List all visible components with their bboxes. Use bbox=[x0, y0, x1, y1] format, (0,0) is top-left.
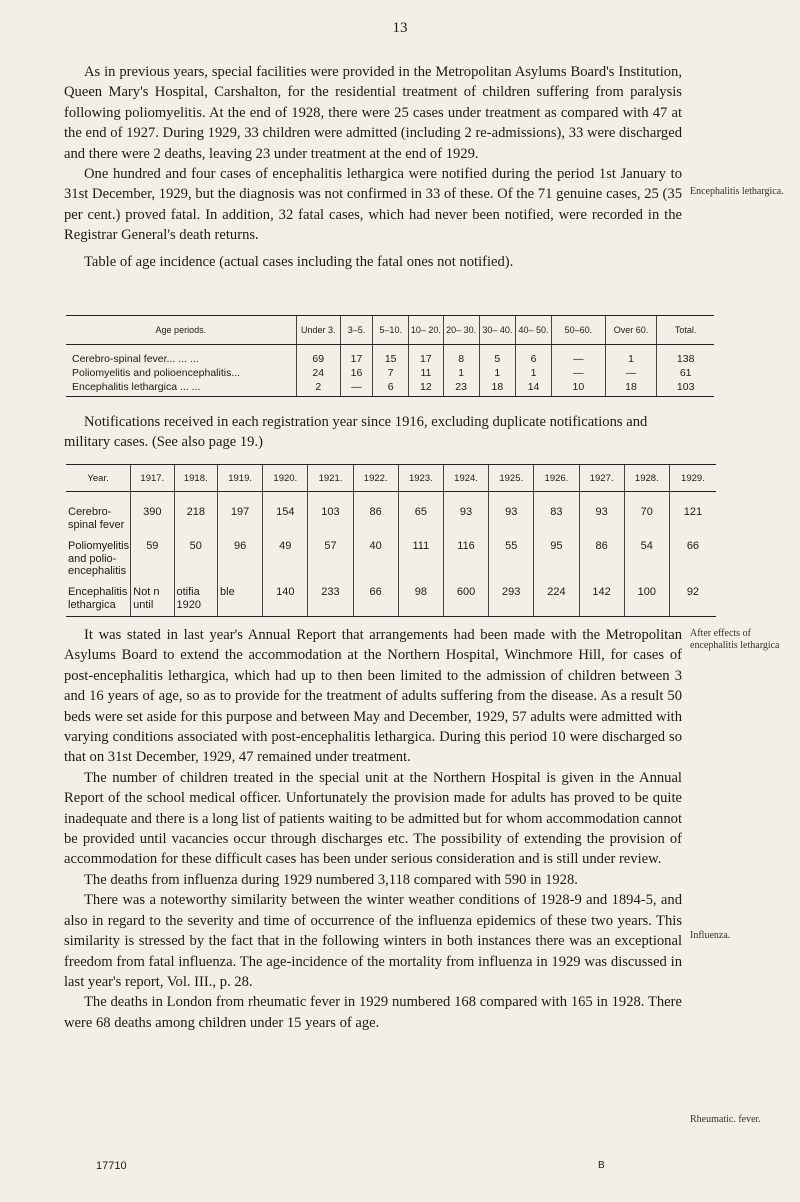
table2-cell: 55 bbox=[489, 538, 534, 584]
paragraph-poliomyelitis: As in previous years, special facilities were provided in the Metropolitan Asylums Board's Institution, Queen Mary's Hospital, Carshalton, for the residential treatment of children suffering from paralysis following poliomyelitis. At the end of 1928, there were 25 cases under treatment as compared with 47 at the end of 1927. During 1929, 33 children were admitted (including 2 re-admissions), 33 were discharged and there were 2 deaths, leaving 23 under treatment at the end of 1929. bbox=[64, 64, 682, 162]
table1-header: Age periods. bbox=[66, 316, 296, 345]
table2-cell: 197 bbox=[218, 492, 263, 539]
table2-cell: 86 bbox=[579, 538, 624, 584]
table2-cell: 66 bbox=[353, 584, 398, 617]
table1-cell: 17 bbox=[409, 345, 443, 367]
table2-row bbox=[66, 538, 716, 584]
table2-cell: otifia 1920 bbox=[174, 584, 218, 617]
table1-header: 5–10. bbox=[373, 316, 409, 345]
table1-cell: — bbox=[552, 345, 605, 367]
table1-header: 30– 40. bbox=[479, 316, 515, 345]
age-incidence-table bbox=[66, 315, 714, 397]
table2-cell: 100 bbox=[624, 584, 669, 617]
table2-cell: 59 bbox=[131, 538, 174, 584]
table2-header: Year. bbox=[66, 465, 131, 492]
table2-header: 1929. bbox=[669, 465, 716, 492]
table2-header: 1919. bbox=[218, 465, 263, 492]
table2-cell: 98 bbox=[398, 584, 443, 617]
table2-header: 1924. bbox=[443, 465, 488, 492]
table2-cell: 96 bbox=[218, 538, 263, 584]
row-label: Encephalitis lethargica bbox=[66, 584, 131, 617]
margin-note-rheumatic: Rheumatic. fever. bbox=[690, 1114, 761, 1125]
table2-cell: 600 bbox=[443, 584, 488, 617]
table1-cell: 6 bbox=[373, 380, 409, 397]
table1-cell: 18 bbox=[605, 380, 657, 397]
paragraph-northern-hospital: The number of children treated in the special unit at the Northern Hospital is given in the Annual Report of the school medical officer. Unfortunately the provision made for adults has proved to be quite inadequate and there is a long list of patients waiting to be admitted but for whom accommodation cannot be provided until vacancies occur through discharges etc. The possibility of extending the provision of accommodation for these difficult cases has been under serious consideration and is still under review. bbox=[64, 769, 682, 868]
table1-cell: 23 bbox=[443, 380, 479, 397]
table2-cell: 111 bbox=[398, 538, 443, 584]
margin-note-after-effects: After effects of encephalitis lethargica bbox=[690, 628, 780, 651]
table1-row bbox=[66, 380, 714, 397]
table1-row bbox=[66, 366, 714, 380]
table2-cell: 390 bbox=[131, 492, 174, 539]
paragraph-encephalitis: One hundred and four cases of encephalitis lethargica were notified during the period 1st January to 31st December, 1929, but the diagnosis was not confirmed in 33 of these. Of the 71 genuine cases, 25 (35 per cent.) proved fatal. In addition, 32 fatal cases, which had never been notified, were recorded in the Registrar General's death returns. bbox=[64, 166, 682, 244]
table1-header: Over 60. bbox=[605, 316, 657, 345]
table1-header-row bbox=[66, 316, 714, 345]
table1-cell: 103 bbox=[657, 380, 714, 397]
row-label: Encephalitis lethargica ... ... bbox=[66, 380, 296, 397]
intro-section bbox=[64, 62, 682, 272]
table1-cell: 18 bbox=[479, 380, 515, 397]
row-label: Cerebro-spinal fever bbox=[68, 506, 125, 531]
table1-header: 20– 30. bbox=[443, 316, 479, 345]
table2-header: 1927. bbox=[579, 465, 624, 492]
row-label: Poliomyelitis and polioencephalitis... bbox=[72, 367, 241, 379]
table1-caption: Table of age incidence (actual cases including the fatal ones not notified). bbox=[84, 253, 514, 270]
table2-cell: 83 bbox=[534, 492, 579, 539]
table2-cell: 154 bbox=[263, 492, 308, 539]
table1-cell: 12 bbox=[409, 380, 443, 397]
table1-header: Under 3. bbox=[296, 316, 340, 345]
table2-header: 1921. bbox=[308, 465, 353, 492]
row-label: Cerebro-spinal fever... ... ... bbox=[72, 353, 199, 365]
table1-cell: 2 bbox=[296, 380, 340, 397]
table2-cell: 93 bbox=[579, 492, 624, 539]
table2-header: 1920. bbox=[263, 465, 308, 492]
table2-header-row bbox=[66, 465, 716, 492]
table1-cell: 17 bbox=[340, 345, 372, 367]
table2-cell: 224 bbox=[534, 584, 579, 617]
table2-caption: Notifications received in each registration year since 1916, excluding duplicate notifications and military cases. (See also page 19.) bbox=[64, 414, 648, 451]
table2-cell: 93 bbox=[489, 492, 534, 539]
paragraph-after-effects: It was stated in last year's Annual Report that arrangements had been made with the Metropolitan Asylums Board to extend the accommodation at the Northern Hospital, Winchmore Hill, for cases of post-encephalitis lethargica, which had up to then been limited to the admission of children between 3 and 16 years of age, so as to provide for the treatment of adults suffering from the disease. As a result 50 beds were set aside for this purpose and between May and December, 1929, 57 adults were admitted with varying conditions associated with post-encephalitis lethargica. During this period 10 were discharged so that on 31st December, 1929, 47 remained under treatment. bbox=[64, 627, 682, 766]
table2-cell: 57 bbox=[308, 538, 353, 584]
table1-header: 10– 20. bbox=[409, 316, 443, 345]
table2-cell: 121 bbox=[669, 492, 716, 539]
table2-header: 1923. bbox=[398, 465, 443, 492]
table2-cell: Not n until bbox=[131, 584, 174, 617]
table1-cell: 1 bbox=[443, 366, 479, 380]
table1-header: 40– 50. bbox=[515, 316, 551, 345]
table2-cell: 49 bbox=[263, 538, 308, 584]
table2-row bbox=[66, 492, 716, 539]
notifications-table bbox=[66, 464, 716, 617]
table2-cell: 116 bbox=[443, 538, 488, 584]
table2-cell: 142 bbox=[579, 584, 624, 617]
table1-cell: 1 bbox=[479, 366, 515, 380]
table1-cell: 6 bbox=[515, 345, 551, 367]
table2-row bbox=[66, 584, 716, 617]
table2-cell: 218 bbox=[174, 492, 218, 539]
table2-cell: 65 bbox=[398, 492, 443, 539]
table1-cell: 24 bbox=[296, 366, 340, 380]
table1-cell: 1 bbox=[605, 345, 657, 367]
table1-cell: 1 bbox=[515, 366, 551, 380]
table2-cell: 40 bbox=[353, 538, 398, 584]
table2-cell: 293 bbox=[489, 584, 534, 617]
table2-cell: 140 bbox=[263, 584, 308, 617]
table2-header: 1928. bbox=[624, 465, 669, 492]
footer-print-number: 17710 bbox=[96, 1160, 127, 1172]
margin-note-encephalitis: Encephalitis lethargica. bbox=[690, 186, 784, 197]
table1-cell: — bbox=[340, 380, 372, 397]
table1-header: 3–5. bbox=[340, 316, 372, 345]
table2-header: 1922. bbox=[353, 465, 398, 492]
table1-cell: 138 bbox=[657, 345, 714, 367]
table1-header: 50–60. bbox=[552, 316, 605, 345]
table2-cell: 103 bbox=[308, 492, 353, 539]
table1-cell: 69 bbox=[296, 345, 340, 367]
footer-signature-mark: B bbox=[598, 1160, 605, 1171]
row-label: Poliomyelitis and polio- encephalitis bbox=[68, 540, 130, 577]
table1-cell: 5 bbox=[479, 345, 515, 367]
table1-cell: 7 bbox=[373, 366, 409, 380]
paragraph-influenza-deaths: The deaths from influenza during 1929 numbered 3,118 compared with 590 in 1928. bbox=[84, 871, 578, 888]
table2-cell: 54 bbox=[624, 538, 669, 584]
table1-cell: 61 bbox=[657, 366, 714, 380]
paragraph-influenza-similarity: There was a noteworthy similarity between the winter weather conditions of 1928-9 and 1894-5, and also in regard to the severity and time of occurrence of the influenza epidemics of these two years. This similarity is stressed by the fact that in the following winters in both instances there was an exceptional freedom from fatal influenza. The age-incidence of the mortality from influenza in 1929 was discussed in last year's report, Vol. III., p. 28. bbox=[64, 892, 682, 990]
table2-cell: 66 bbox=[669, 538, 716, 584]
table2-cell: ble bbox=[218, 584, 263, 617]
table1-cell: 11 bbox=[409, 366, 443, 380]
table1-row bbox=[66, 345, 714, 367]
table2-header: 1926. bbox=[534, 465, 579, 492]
table1-cell: 15 bbox=[373, 345, 409, 367]
page-number: 13 bbox=[392, 20, 408, 36]
table1-header: Total. bbox=[657, 316, 714, 345]
table1-cell: — bbox=[552, 366, 605, 380]
table2-cell: 233 bbox=[308, 584, 353, 617]
notifications-caption-block bbox=[64, 412, 682, 453]
table1-cell: 8 bbox=[443, 345, 479, 367]
table2-header: 1917. bbox=[131, 465, 174, 492]
margin-note-influenza: Influenza. bbox=[690, 930, 731, 941]
table2-cell: 93 bbox=[443, 492, 488, 539]
table1-cell: — bbox=[605, 366, 657, 380]
table2-cell: 50 bbox=[174, 538, 218, 584]
table2-cell: 95 bbox=[534, 538, 579, 584]
after-effects-section bbox=[64, 625, 682, 1033]
table2-header: 1925. bbox=[489, 465, 534, 492]
table1-cell: 16 bbox=[340, 366, 372, 380]
table2-cell: 70 bbox=[624, 492, 669, 539]
table2-cell: 92 bbox=[669, 584, 716, 617]
table2-header: 1918. bbox=[174, 465, 218, 492]
paragraph-rheumatic-fever: The deaths in London from rheumatic fever in 1929 numbered 168 compared with 165 in 1928. There were 68 deaths among children under 15 years of age. bbox=[64, 994, 682, 1031]
table2-cell: 86 bbox=[353, 492, 398, 539]
table1-cell: 10 bbox=[552, 380, 605, 397]
table1-cell: 14 bbox=[515, 380, 551, 397]
